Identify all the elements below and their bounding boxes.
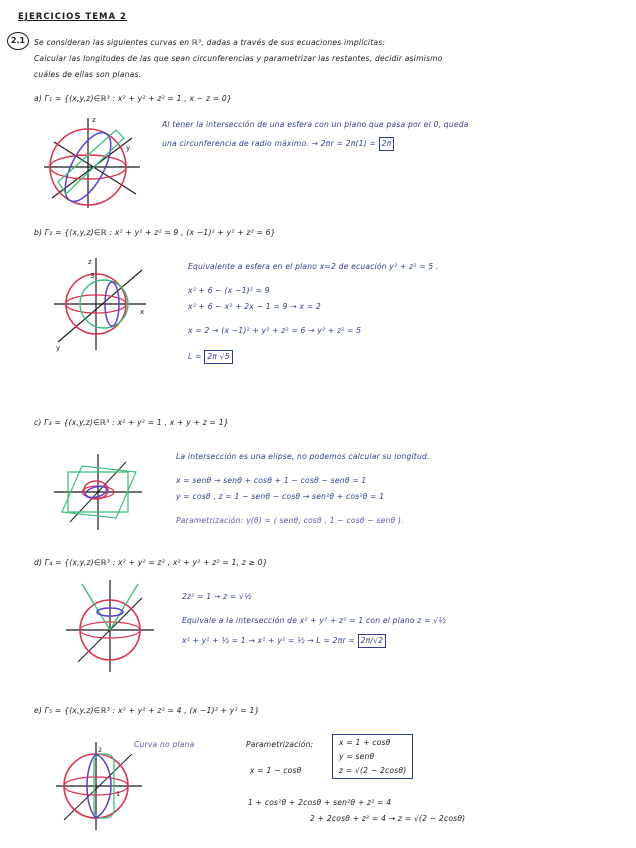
tick-2-label-e: 2 <box>98 746 103 754</box>
page-title: EJERCICIOS TEMA 2 <box>18 12 127 22</box>
part-e-diagram <box>54 740 144 832</box>
part-b-label: b) Γ₂ = {(x,y,z)∈ℝ : x² + y² + z² = 9 , (x −1)² + y² + z² = 6} <box>34 228 276 237</box>
part-e-param-z: z = √(2 − 2cosθ) <box>339 766 407 775</box>
statement-line-3: cuáles de ellas son planas. <box>34 70 142 79</box>
part-d-result: 2π/√2 <box>358 634 387 648</box>
part-e-side-eq: x = 1 − cosθ <box>250 766 302 775</box>
axis-z-label: z <box>92 116 96 124</box>
part-e-label: e) Γ₅ = {(x,y,z)∈ℝ³ : x² + y² + z² = 4 , (x −1)² + y² = 1} <box>34 706 260 715</box>
part-b-diagram <box>50 256 150 352</box>
statement-line-1: Se consideran las siguientes curvas en ℝ³, dadas a través de sus ecuaciones implícitas: <box>34 38 386 47</box>
part-a-line-2 <box>162 137 394 151</box>
part-b-result <box>188 350 233 364</box>
part-b-line-3: x = 2 → (x −1)² + y² + z² = 6 → y² + z² = 5 <box>188 326 362 335</box>
part-c-line-2: y = cosθ , z = 1 − senθ − cosθ → sen²θ + cos²θ = 1 <box>176 492 385 501</box>
part-c-intro: La intersección es una elipse, no podemos calcular su longitud. <box>176 452 430 461</box>
axis-y-label: y <box>126 144 131 152</box>
exercise-number: 2.1 <box>10 36 26 45</box>
part-a-line-2-text: una circunferencia de radio máximo. → 2πr = 2π(1) = <box>162 139 377 148</box>
part-e-param-label: Parametrización: <box>246 740 314 749</box>
part-e-param-panel <box>332 734 413 779</box>
part-e-param-x: x = 1 + cosθ <box>339 738 391 747</box>
part-c-line-1: x = senθ → senθ + cosθ + 1 − cosθ − senθ = 1 <box>176 476 367 485</box>
part-a-diagram <box>28 112 160 212</box>
part-a-result: 2π <box>379 137 395 151</box>
axis-z-label-b: z <box>88 258 92 266</box>
part-b-result-box: 2π √5 <box>204 350 233 364</box>
tick-1-label-e: 1 <box>116 790 121 798</box>
part-c-diagram <box>52 452 144 532</box>
part-e-work-2: 2 + 2cosθ + z² = 4 → z = √(2 − 2cosθ) <box>310 814 466 823</box>
part-e-work-1: 1 + cos²θ + 2cosθ + sen²θ + z² = 4 <box>248 798 392 807</box>
exercise-number-badge <box>7 32 29 50</box>
part-b-line-2: x² + 6 − x² + 2x − 1 = 9 → x = 2 <box>188 302 321 311</box>
part-b-line-1: x² + 6 − (x −1)² = 9 <box>188 286 270 295</box>
part-e-note: Curva no plana <box>134 740 195 749</box>
part-d-line-3-text: x² + y² + ½ = 1 → x² + y² = ½ → L = 2πr = <box>182 636 355 645</box>
part-e-param-box <box>332 734 413 779</box>
part-b-intro: Equivalente a esfera en el plano x=2 de ecuación y² + z² = 5 . <box>188 262 439 271</box>
part-a-label: a) Γ₁ = {(x,y,z)∈ℝ³ : x² + y² + z² = 1 , x − z = 0} <box>34 94 232 103</box>
axis-y-label-b: y <box>56 344 61 352</box>
axis-x-label-b: x <box>140 308 145 316</box>
part-d-line-1: 2z² = 1 → z = √½ <box>182 592 252 601</box>
part-d-label: d) Γ₄ = {(x,y,z)∈ℝ³ : x² + y² = z² , x² + y² + z² = 1, z ≥ 0} <box>34 558 268 567</box>
part-d-line-3 <box>182 634 386 648</box>
statement-line-2: Calcular las longitudes de las que sean circunferencias y parametrizar las restantes, decidir asimismo <box>34 54 443 63</box>
part-e-param-y: y = senθ <box>339 752 375 761</box>
part-b-result-prefix: L = <box>188 352 202 361</box>
part-d-diagram <box>62 578 158 674</box>
part-a-line-1: Al tener la intersección de una esfera con un plano que pasa por el 0, queda <box>162 120 469 129</box>
part-d-line-2: Equivale a la intersección de x² + y² + z² = 1 con el plano z = √½ <box>182 616 446 625</box>
tick-3-label-b: 3 <box>90 272 95 280</box>
part-c-label: c) Γ₃ = {(x,y,z)∈ℝ³ : x² + y² = 1 , x + y + z = 1} <box>34 418 229 427</box>
part-c-param: Parametrización: γ(θ) = ( senθ, cosθ , 1 − cosθ − senθ ). <box>176 516 404 525</box>
